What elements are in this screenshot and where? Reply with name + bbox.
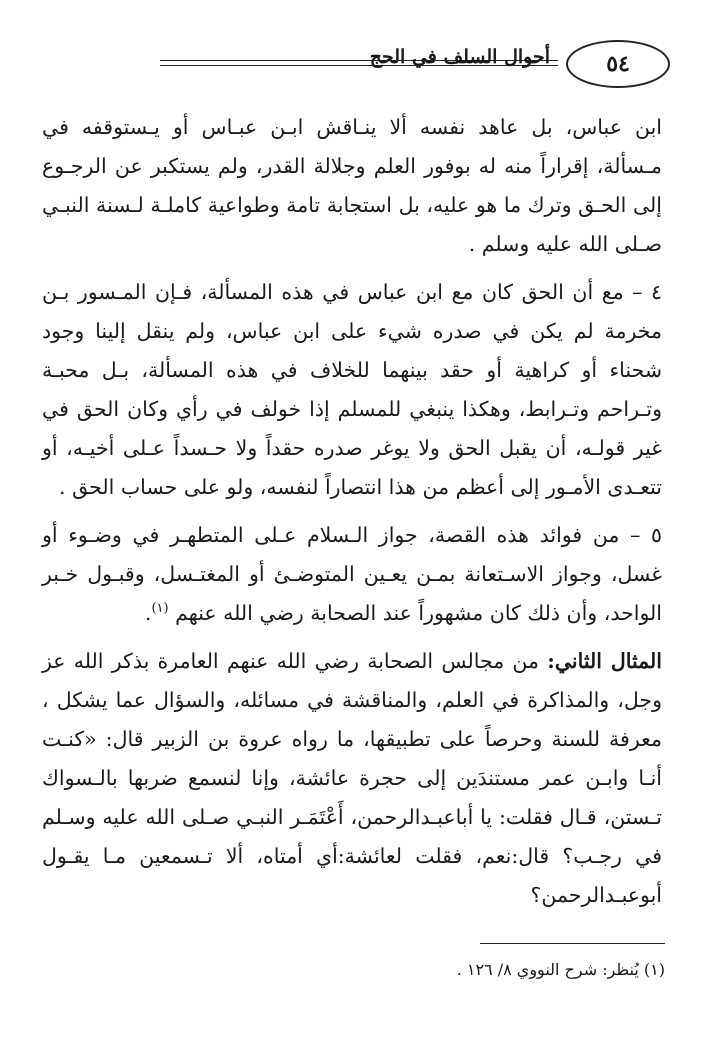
page-header (40, 40, 670, 90)
paragraph-lead: المثال الثاني: (547, 649, 662, 673)
running-title: أحوال السلف في الحج (369, 46, 550, 68)
body-text (42, 108, 662, 924)
paragraph-text: من مجالس الصحابة رضي الله عنهم العامرة بذكر الله عز وجل، والمذاكرة في العلم، والمناقشة في مسائله، والسؤال عما يشكل ، معرفة للسنة وحرصاً على تطبيقها، ما رواه عروة بن الزبير قال: «كنـت أنـا وابـن عمر مستندَين إلى حجرة عائشة، وإنا لنسمع ضربها بالـسواك تـستن، قـال فقلت: يا أباعبـدالرحمن، أَعْتَمَـر النبـي صـلى الله عليه وسـلم في رجـب؟ قال:نعم، فقلت لعائشة:أي أمتاه، ألا تـسمعين مـا يقـول أبوعبـدالرحمن؟ (42, 649, 662, 907)
paragraph (42, 108, 662, 264)
page-number: ٥٤ (566, 40, 670, 88)
paragraph-text: ٥ – من فوائد هذه القصة، جواز الـسلام عـلى المتطهـر في وضـوء أو غسل، وجواز الاسـتعانة بمـن يعـين المتوضـئ أو المغتـسل، وقبـول خـبر الواحد، وأن ذلك كان مشهوراً عند الصحابة رضي الله عنهم (42, 523, 662, 625)
paragraph (42, 516, 662, 633)
paragraph-text: ابن عباس، بل عاهد نفسه ألا ينـاقش ابـن عبـاس أو يـستوقفه في مـسألة، إقراراً منه له بوفور العلم وجلالة القدر، ولم يستكبر عن الرجـوع إلى الحـق وترك ما هو عليه، بل استجابة تامة وطواعية كاملـة لـسنة النبـي صـلى الله عليه وسلم . (42, 115, 662, 256)
paragraph (42, 273, 662, 507)
paragraph-text: ٤ – مع أن الحق كان مع ابن عباس في هذه المسألة، فـإن المـسور بـن مخرمة لم يكن في صدره شيء على ابن عباس، ولم ينقل إلينا وجود شحناء أو كراهية أو حقد بينهما للخلاف في هذه المسألة، بـل محبـة وتـراحم وتـرابط، وهكذا ينبغي للمسلم إذا خولف في رأي وكان الحق في غير قولـه، أن يقبل الحق ولا يوغر صدره حقداً ولا حـسداً عـلى أخيـه، أو تتعـدى الأمـور إلى أعظم من هذا انتصاراً لنفسه، ولو على حساب الحق . (42, 280, 662, 499)
footnote: (١) يُنظر: شرح النووي ٨/ ١٢٦ . (456, 960, 665, 979)
sentence-end: . (144, 601, 152, 625)
footnote-marker[interactable]: (١) (151, 601, 169, 617)
footnote-rule (480, 943, 665, 944)
paragraph (42, 642, 662, 915)
